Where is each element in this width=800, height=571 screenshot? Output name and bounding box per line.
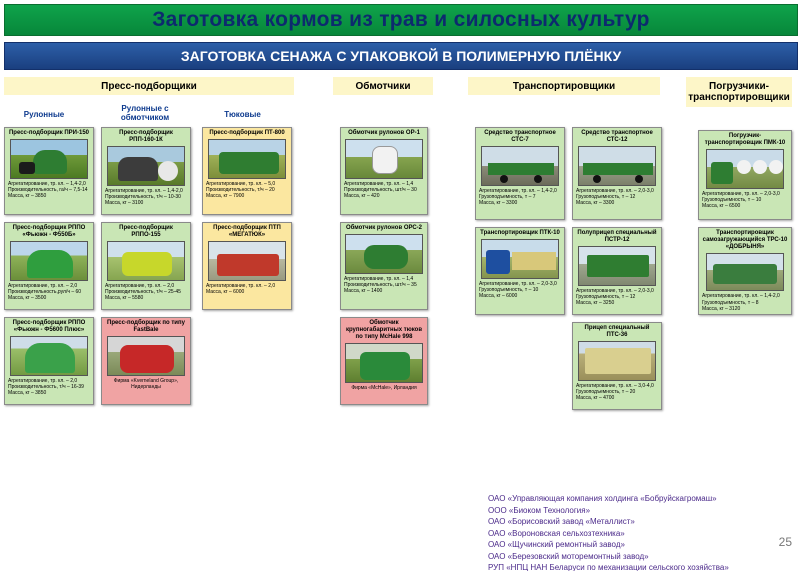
baler-image <box>10 336 88 376</box>
organization-item: РУП «НПЦ НАН Беларуси по механизации сельского хозяйства» <box>488 563 729 571</box>
card-fusion-f5600 <box>4 317 94 405</box>
card-specs: Агрегатирование, тр. кл. – 1,4-2,0 Производительность, га/ч – 7,5-14 Масса, кг – 3850 <box>8 180 88 200</box>
card-specs: Агрегатирование, тр. кл. – 2,0-3,0 Грузоподъемность, т – 10 Масса, кг – 6500 <box>702 190 780 210</box>
wrapper-image <box>345 234 423 274</box>
baler-image <box>107 146 185 186</box>
subcategory-bale: Тюковые <box>224 110 261 119</box>
card-specs: Агрегатирование, тр. кл. – 2,0 Производительность, т/ч – 16-39 Масса, кг – 3850 <box>8 377 84 397</box>
card-title: Пресс-подборщик ПРИ-150 <box>8 130 90 136</box>
card-specs: Агрегатирование, тр. кл. – 2,0 Масса, кг – 6000 <box>206 282 276 296</box>
card-pts-36 <box>572 322 662 410</box>
card-title: Транспортировщик ПТК-10 <box>480 230 560 236</box>
subcategory-rolled: Рулонные <box>23 110 65 119</box>
card-title: Обмотчик крупногабаритных тюков по типу McHale 998 <box>345 320 423 340</box>
subcategory-rolled-wrap: Рулонные с обмотчиком <box>120 104 170 123</box>
card-specs: Агрегатирование, тр. кл. – 2,0-3,0 Грузоподъемность, т – 12 Масса, кг – 3250 <box>576 287 654 307</box>
card-specs: Агрегатирование, тр. кл. – 2,0 Производительность,рул/ч – 60 Масса, кг – 3500 <box>8 282 82 302</box>
card-title: Пресс-подборщик РППО «Фьюжн - Ф550Б» <box>12 225 86 238</box>
loader-image <box>706 149 784 189</box>
card-title: Пресс-подборщик по типу FastBale <box>107 320 185 333</box>
card-title: Обмотчик рулонов ОР-1 <box>348 130 420 136</box>
card-fastbale <box>101 317 191 405</box>
card-note: Фирма «Kverneland Group», Нидерланды <box>113 377 179 390</box>
loader-image <box>706 253 784 292</box>
card-title: Обмотчик рулонов ОРС-2 <box>345 225 423 231</box>
organization-item: ОАО «Березовский моторемонтный завод» <box>488 551 649 561</box>
organization-item: ОАО «Управляющая компания холдинга «Бобруйскагромаш» <box>488 494 717 503</box>
card-title: Прицеп специальный ПТС-36 <box>584 325 650 338</box>
tractor-image <box>481 239 559 279</box>
trailer-image <box>481 146 559 186</box>
card-pt-800 <box>202 127 292 215</box>
card-title: Полуприцеп специальный ПСТР-12 <box>577 230 657 243</box>
card-or-1 <box>340 127 428 215</box>
card-title: Средство транспортное СТС-7 <box>484 130 556 143</box>
baler-image <box>208 139 286 179</box>
card-rpp-160 <box>101 127 191 215</box>
category-wrap: Обмотчики <box>333 77 433 95</box>
card-title: Средство транспортное СТС-12 <box>581 130 653 143</box>
card-title: Пресс-подборщик РПП-160-1К <box>119 130 173 143</box>
baler-image <box>10 139 88 179</box>
baler-image <box>107 336 185 376</box>
card-ors-2 <box>340 222 428 310</box>
card-specs: Агрегатирование, тр. кл. – 1,4-2,0 Грузоподъемность, т – 7 Масса, кг – 3300 <box>479 187 557 207</box>
card-specs: Агрегатирование, тр. кл. – 2,0-3,0 Грузоподъемность, т – 10 Масса, кг – 6000 <box>479 280 557 300</box>
card-pri-150 <box>4 127 94 215</box>
wrapper-image <box>345 343 423 383</box>
subtitle-banner <box>4 42 798 70</box>
title-banner <box>4 4 798 36</box>
wrapper-image <box>345 139 423 179</box>
card-specs: Агрегатирование, тр. кл. – 2,0 Производительность, т/ч – 25-45 Масса, кг – 5580 <box>105 282 181 302</box>
card-note: Фирма «McHale», Ирландия <box>351 384 417 391</box>
card-specs: Агрегатирование, тр. кл. – 1,4-2,0 Производительность, т/ч – 10-30 Масса, кг – 3100 <box>105 187 183 207</box>
organization-item: ОАО «Щучинский ремонтный завод» <box>488 540 625 549</box>
card-fusion-f550b <box>4 222 94 310</box>
organization-item: ОАО «Вороновская сельхозтехника» <box>488 528 625 538</box>
card-title: Пресс-подборщик РППО «Фьюжн - Ф5600 Плюс» <box>12 320 86 333</box>
category-trans: Транспортировщики <box>468 77 660 95</box>
category-press: Пресс-подборщики <box>4 77 294 95</box>
page-title: Заготовка кормов из трав и силосных культур <box>152 8 650 31</box>
card-pstr-12 <box>572 227 662 315</box>
card-sts-7 <box>475 127 565 220</box>
card-title: Погрузчик-транспортировщик ПМК-10 <box>704 133 786 146</box>
card-pmk-10 <box>698 130 792 220</box>
baler-image <box>10 241 88 281</box>
card-specs: Агрегатирование, тр. кл. – 1,4 Производительность, шт/ч – 30 Масса, кг – 420 <box>344 180 417 200</box>
organization-item: ООО «Биоком Технология» <box>488 505 591 515</box>
trailer-image <box>578 246 656 286</box>
card-specs: Агрегатирование, тр. кл. – 3,0-4,0 Грузоподъемность, т – 20 Масса, кг – 4700 <box>576 382 654 402</box>
card-rppo-155 <box>101 222 191 310</box>
card-mchale-998 <box>340 317 428 405</box>
organization-item: ОАО «Борисовский завод «Металлист» <box>488 517 635 526</box>
card-trs-10 <box>698 227 792 315</box>
card-specs: Агрегатирование, тр. кл. – 2,0-3,0 Грузоподъемность, т – 12 Масса, кг – 3300 <box>576 187 654 207</box>
page-number: 25 <box>778 535 792 549</box>
card-title: Транспортировщик самозагружающийся ТРС-10 «ДОБРЫНЯ» <box>702 230 788 250</box>
card-title: Пресс-подборщик ПТП «МЕГАТЮК» <box>213 225 281 238</box>
organizations-list <box>488 493 729 571</box>
card-title: Пресс-подборщик ПТ-800 <box>209 130 285 136</box>
card-title: Пресс-подборщик РППО-155 <box>119 225 173 238</box>
trailer-image <box>578 146 656 186</box>
category-load: Погрузчики-транспортировщики <box>686 77 792 107</box>
page-subtitle: ЗАГОТОВКА СЕНАЖА С УПАКОВКОЙ В ПОЛИМЕРНУЮ ПЛЁНКУ <box>180 48 622 64</box>
baler-image <box>208 241 286 281</box>
card-megatyuk <box>202 222 292 310</box>
card-specs: Агрегатирование, тр. кл. – 1,4-2,0 Грузоподъемность, т – 8 Масса, кг – 3120 <box>702 293 780 312</box>
baler-image <box>107 241 185 281</box>
card-sts-12 <box>572 127 662 220</box>
trailer-image <box>578 341 656 381</box>
card-ptk-10 <box>475 227 565 315</box>
card-specs: Агрегатирование, тр. кл. – 5,0 Производительность, т/ч – 20 Масса, кг – 7900 <box>206 180 276 200</box>
card-specs: Агрегатирование, тр. кл. – 1,4 Производительность, шт/ч – 35 Масса, кг – 1400 <box>344 275 417 295</box>
